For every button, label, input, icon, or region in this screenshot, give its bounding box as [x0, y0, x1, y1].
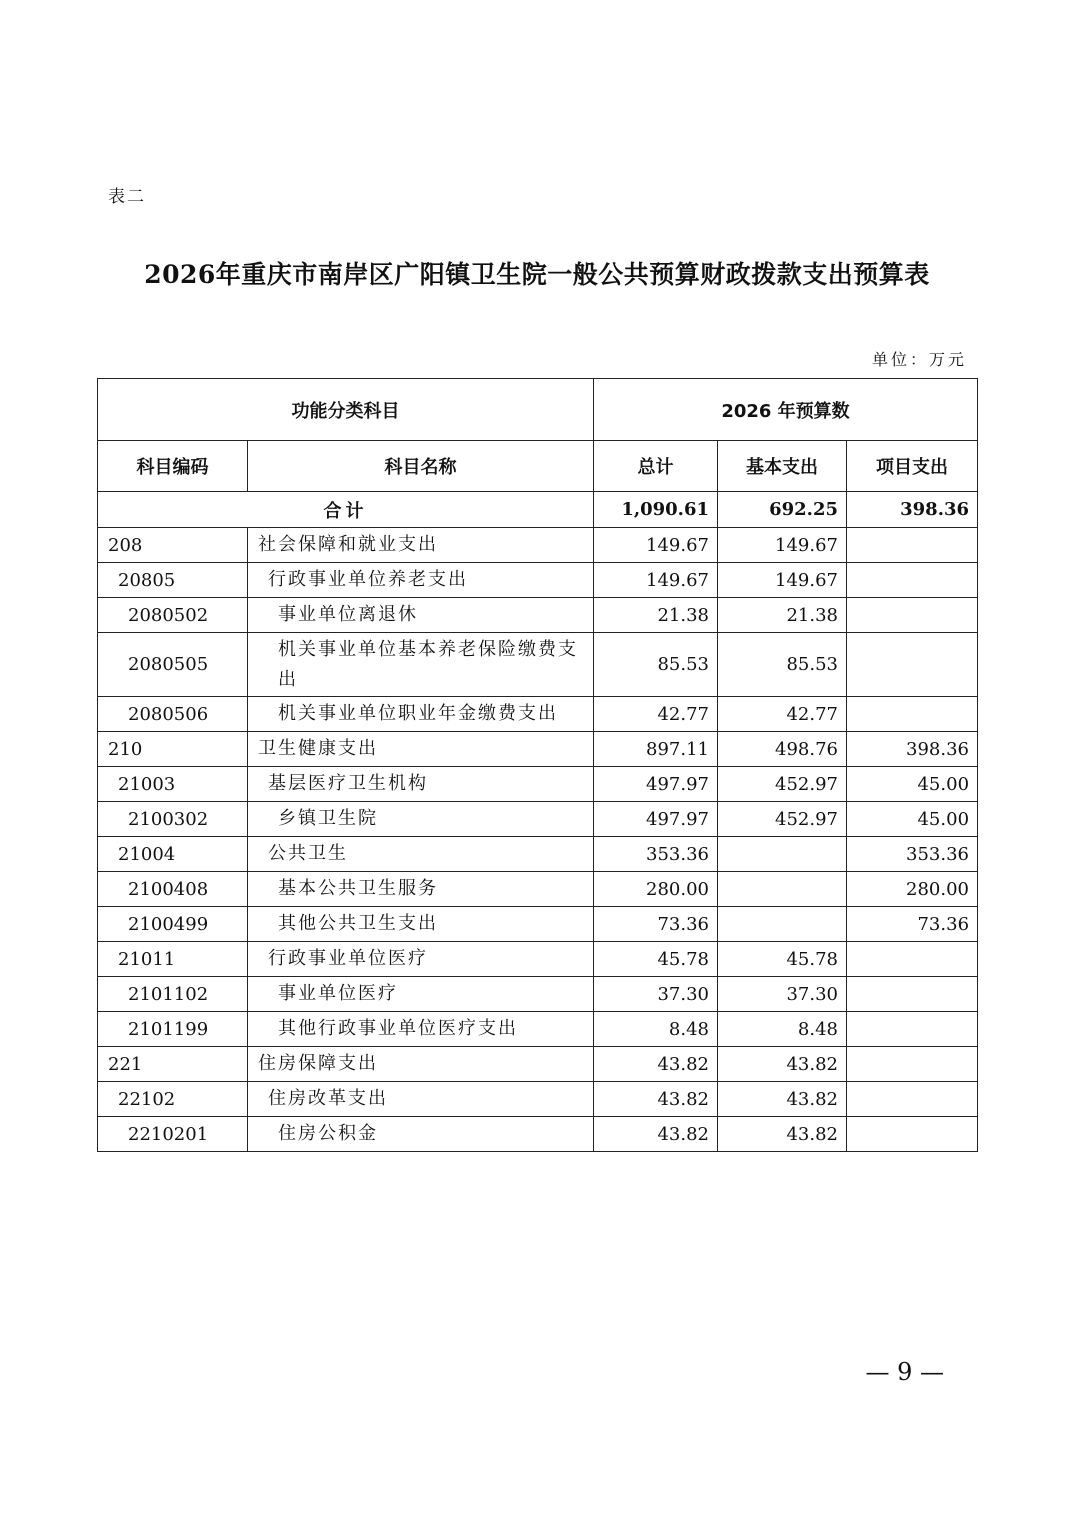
subject-name: 其他行政事业单位医疗支出 — [248, 1012, 594, 1047]
basic-value: 452.97 — [718, 802, 847, 837]
project-value: 398.36 — [847, 732, 978, 767]
total-value: 353.36 — [594, 837, 718, 872]
table-row — [98, 598, 978, 633]
table-row — [98, 907, 978, 942]
project-value — [847, 633, 978, 697]
project-value — [847, 598, 978, 633]
table-row — [98, 802, 978, 837]
table-row — [98, 633, 978, 697]
page-number: — 9 — — [865, 1358, 944, 1386]
basic-value: 149.67 — [718, 563, 847, 598]
total-value: 43.82 — [594, 1082, 718, 1117]
table-row — [98, 767, 978, 802]
total-value: 149.67 — [594, 563, 718, 598]
project-value — [847, 977, 978, 1012]
table-row — [98, 1047, 978, 1082]
table-row — [98, 528, 978, 563]
subject-name: 其他公共卫生支出 — [248, 907, 594, 942]
total-value: 280.00 — [594, 872, 718, 907]
project-value — [847, 1047, 978, 1082]
table-row — [98, 1117, 978, 1152]
subject-code: 21004 — [98, 837, 248, 872]
subject-code: 22102 — [98, 1082, 248, 1117]
subject-name: 行政事业单位养老支出 — [248, 563, 594, 598]
project-value: 280.00 — [847, 872, 978, 907]
project-value: 353.36 — [847, 837, 978, 872]
project-value — [847, 1012, 978, 1047]
subject-code: 2100302 — [98, 802, 248, 837]
project-value — [847, 563, 978, 598]
total-value: 149.67 — [594, 528, 718, 563]
subject-code: 2101102 — [98, 977, 248, 1012]
basic-value: 498.76 — [718, 732, 847, 767]
total-value: 42.77 — [594, 697, 718, 732]
total-value: 73.36 — [594, 907, 718, 942]
total-value: 497.97 — [594, 802, 718, 837]
basic-value: 45.78 — [718, 942, 847, 977]
subject-name: 基本公共卫生服务 — [248, 872, 594, 907]
total-row — [98, 492, 978, 528]
subject-name: 机关事业单位基本养老保险缴费支出 — [248, 633, 594, 697]
table-label: 表二 — [108, 187, 146, 207]
project-value — [847, 528, 978, 563]
subject-code: 20805 — [98, 563, 248, 598]
basic-value: 42.77 — [718, 697, 847, 732]
subject-code: 2100499 — [98, 907, 248, 942]
basic-value: 452.97 — [718, 767, 847, 802]
header-budget-year: 2026 年预算数 — [594, 379, 978, 441]
basic-value: 43.82 — [718, 1117, 847, 1152]
basic-value: 8.48 — [718, 1012, 847, 1047]
total-value: 21.38 — [594, 598, 718, 633]
header-code: 科目编码 — [98, 441, 248, 492]
subject-code: 2100408 — [98, 872, 248, 907]
subject-code: 2101199 — [98, 1012, 248, 1047]
subject-name: 住房保障支出 — [248, 1047, 594, 1082]
total-value: 497.97 — [594, 767, 718, 802]
total-value: 897.11 — [594, 732, 718, 767]
total-value: 85.53 — [594, 633, 718, 697]
table-row — [98, 837, 978, 872]
project-value — [847, 942, 978, 977]
header-row-columns — [98, 441, 978, 492]
subject-name: 事业单位医疗 — [248, 977, 594, 1012]
subject-name: 基层医疗卫生机构 — [248, 767, 594, 802]
total-value: 8.48 — [594, 1012, 718, 1047]
basic-value: 43.82 — [718, 1047, 847, 1082]
subject-name: 卫生健康支出 — [248, 732, 594, 767]
basic-value: 149.67 — [718, 528, 847, 563]
basic-value — [718, 872, 847, 907]
budget-table — [97, 378, 978, 1152]
table-row — [98, 872, 978, 907]
subject-name: 行政事业单位医疗 — [248, 942, 594, 977]
subject-name: 住房改革支出 — [248, 1082, 594, 1117]
subject-code: 2080505 — [98, 633, 248, 697]
subject-code: 2080506 — [98, 697, 248, 732]
header-basic: 基本支出 — [718, 441, 847, 492]
subject-code: 21003 — [98, 767, 248, 802]
subject-name: 住房公积金 — [248, 1117, 594, 1152]
subject-name: 事业单位离退休 — [248, 598, 594, 633]
header-total: 总计 — [594, 441, 718, 492]
project-value — [847, 1117, 978, 1152]
basic-value — [718, 907, 847, 942]
subject-code: 221 — [98, 1047, 248, 1082]
table-row — [98, 732, 978, 767]
subject-name: 机关事业单位职业年金缴费支出 — [248, 697, 594, 732]
total-value: 43.82 — [594, 1117, 718, 1152]
project-value: 45.00 — [847, 767, 978, 802]
basic-value: 43.82 — [718, 1082, 847, 1117]
subject-name: 乡镇卫生院 — [248, 802, 594, 837]
subject-name: 公共卫生 — [248, 837, 594, 872]
project-value: 73.36 — [847, 907, 978, 942]
table-row — [98, 977, 978, 1012]
total-sum: 1,090.61 — [594, 492, 718, 528]
project-value — [847, 1082, 978, 1117]
total-value: 37.30 — [594, 977, 718, 1012]
basic-value: 37.30 — [718, 977, 847, 1012]
project-value: 45.00 — [847, 802, 978, 837]
total-label: 合计 — [98, 492, 594, 528]
subject-code: 2210201 — [98, 1117, 248, 1152]
subject-code: 210 — [98, 732, 248, 767]
document-title: 2026年重庆市南岸区广阳镇卫生院一般公共预算财政拨款支出预算表 — [144, 260, 930, 289]
table-row — [98, 1082, 978, 1117]
subject-code: 2080502 — [98, 598, 248, 633]
unit-label: 单位：万元 — [871, 350, 967, 369]
project-value — [847, 697, 978, 732]
total-value: 45.78 — [594, 942, 718, 977]
subject-name: 社会保障和就业支出 — [248, 528, 594, 563]
basic-value — [718, 837, 847, 872]
header-name: 科目名称 — [248, 441, 594, 492]
subject-code: 208 — [98, 528, 248, 563]
total-basic: 692.25 — [718, 492, 847, 528]
basic-value: 85.53 — [718, 633, 847, 697]
header-functional-category: 功能分类科目 — [98, 379, 594, 441]
table-row — [98, 1012, 978, 1047]
table-row — [98, 563, 978, 598]
table-row — [98, 942, 978, 977]
basic-value: 21.38 — [718, 598, 847, 633]
subject-code: 21011 — [98, 942, 248, 977]
table-row — [98, 697, 978, 732]
header-row-group — [98, 379, 978, 441]
total-value: 43.82 — [594, 1047, 718, 1082]
header-project: 项目支出 — [847, 441, 978, 492]
total-project: 398.36 — [847, 492, 978, 528]
